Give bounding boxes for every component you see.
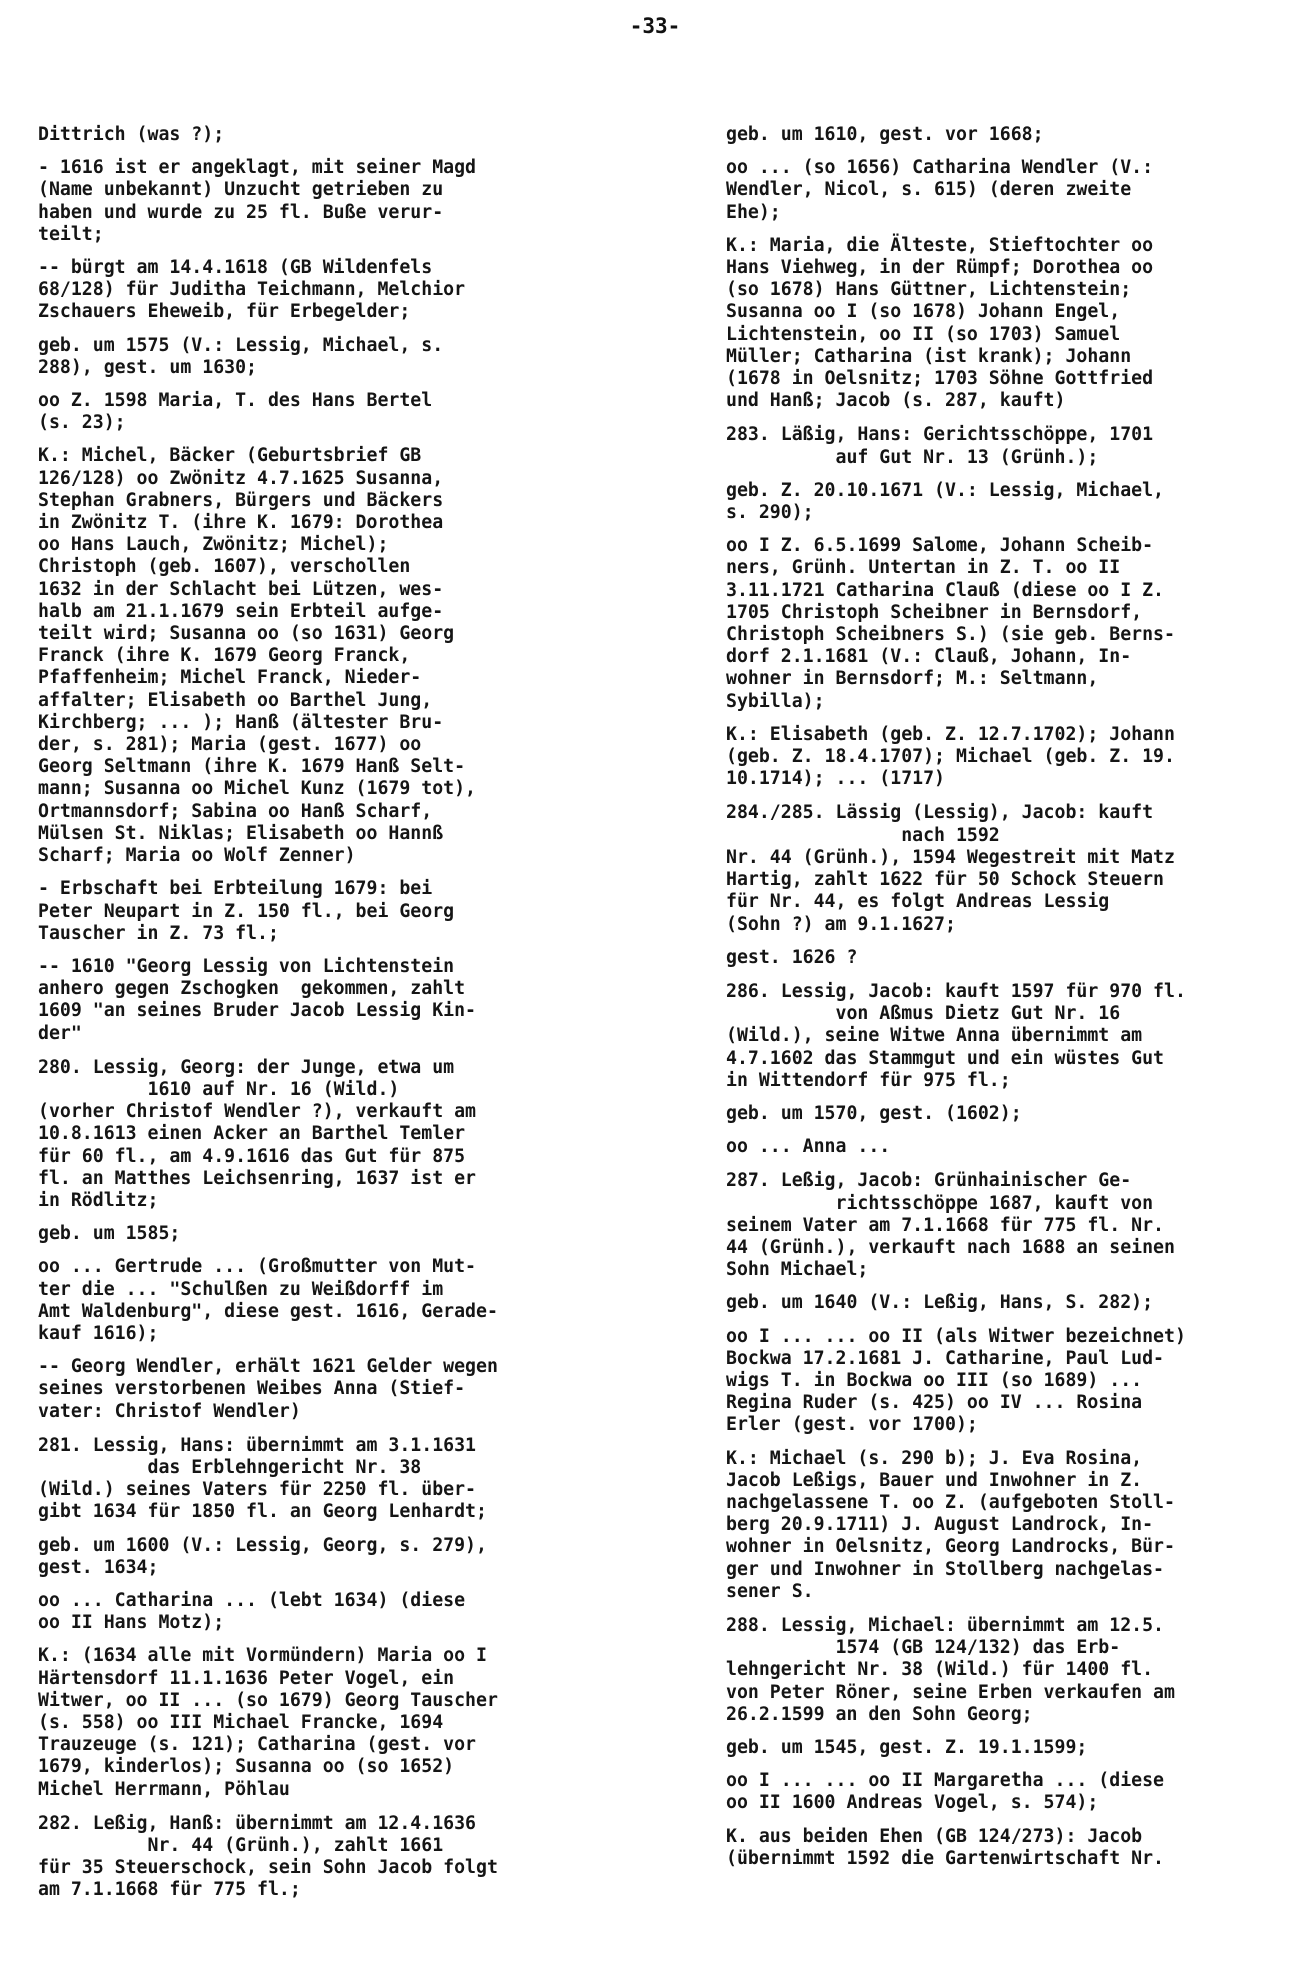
- paragraph: geb. um 1610, gest. vor 1668;: [726, 124, 1044, 145]
- paragraph: K.: Elisabeth (geb. Z. 12.7.1702); Johann (geb. Z. 18.4.1707); Michael (geb. Z. 19. 10.1714); ... (1717): [726, 723, 1175, 790]
- entry-282: 282. Leßig, Hanß: übernimmt am 12.4.1636 Nr. 44 (Grünh.), zahlt 1661 für 35 Steuerschock, sein Sohn Jacob folgt am 7.1.1668 für 775 fl.;: [38, 1812, 498, 1901]
- paragraph: geb. um 1570, gest. (1602);: [726, 1102, 1022, 1124]
- paragraph: oo ... Gertrude ... (Großmutter von Mut- ter die ... "Schulßen zu Weißdorff im Amt Waldenburg", diese gest. 1616, Gerade- kauf 1616);: [38, 1256, 498, 1344]
- paragraph: oo ... (so 1656) Catharina Wendler (V.: Wendler, Nicol, s. 615) (deren zweite Ehe);: [726, 157, 1154, 223]
- entry-287: 287. Leßig, Jacob: Grünhainischer Ge- richtsschöppe 1687, kauft von seinem Vater am 7.1.1668 für 775 fl. Nr. 44 (Grünh.), verkauft nach 1688 an seinen Sohn Michael;: [726, 1170, 1175, 1281]
- paragraph: oo I ... ... oo II Margaretha ... (diese oo II 1600 Andreas Vogel, s. 574);: [726, 1770, 1164, 1814]
- entry-286: 286. Lessig, Jacob: kauft 1597 für 970 fl. von Aßmus Dietz Gut Nr. 16 (Wild.), seine Witwe Anna übernimmt am 4.7.1602 das Stammgut und ein wüstes Gut in Wittendorf für 975 fl.;: [726, 980, 1186, 1091]
- paragraph: geb. um 1545, gest. Z. 19.1.1599;: [726, 1737, 1088, 1758]
- paragraph: K.: Michel, Bäcker (Geburtsbrief GB 126/128) oo Zwönitz 4.7.1625 Susanna, Stephan Grabners, Bürgers und Bäckers in Zwönitz T. (ihre K. 1679: Dorothea oo Hans Lauch, Zwönitz; Michel); Christoph (geb. 1607), verschollen 1632 in der Schlacht bei Lützen, wes- halb am 21.1.1679 sein Erbteil aufge- teilt wird; Susanna oo (so 1631) Georg Franck (ihre K. 1679 Georg Franck, Pfaffenheim; Michel Franck, Nieder- affalter; Elisabeth oo Barthel Jung, Kirchberg; ... ); Hanß (ältester Bru- der, s. 281); Maria (gest. 1677) oo Georg Seltmann (ihre K. 1679 Hanß Selt- mann; Susanna oo Michel Kunz (1679 tot), Ortmannsdorf; Sabina oo Hanß Scharf, Mülsen St. Niklas; Elisabeth oo Hannß Scharf; Maria oo Wolf Zenner): [38, 445, 476, 867]
- paragraph: geb. um 1600 (V.: Lessig, Georg, s. 279), gest. 1634;: [38, 1534, 487, 1578]
- paragraph: gest. 1626 ?: [726, 946, 858, 968]
- paragraph: - 1616 ist er angeklagt, mit seiner Magd (Name unbekannt) Unzucht getrieben zu haben und wurde zu 25 fl. Buße verur- teilt;: [38, 157, 476, 245]
- entry-284-285: 284./285. Lässig (Lessig), Jacob: kauft nach 1592 Nr. 44 (Grünh.), 1594 Wegestreit mit Matz Hartig, zahlt 1622 für 50 Schock Steuern für Nr. 44, es folgt Andreas Lessig (Sohn ?) am 9.1.1627;: [726, 802, 1175, 935]
- paragraph: geb. Z. 20.10.1671 (V.: Lessig, Michael, s. 290);: [726, 479, 1164, 524]
- entry-280: 280. Lessig, Georg: der Junge, etwa um 1610 auf Nr. 16 (Wild.) (vorher Christof Wendler ?), verkauft am 10.8.1613 einen Acker an Barthel Temler für 60 fl., am 4.9.1616 das Gut für 875 fl. an Matthes Leichsenring, 1637 ist er in Rödlitz;: [38, 1056, 476, 1211]
- paragraph: Dittrich (was ?);: [38, 124, 225, 145]
- left-column: [38, 124, 638, 1913]
- paragraph: K.: Michael (s. 290 b); J. Eva Rosina, Jacob Leßigs, Bauer und Inwohner in Z. nachgelassene T. oo Z. (aufgeboten Stoll- berg 20.9.1711) J. August Landrock, In- wohner in Oelsnitz, Georg Landrocks, Bür- ger und Inwohner in Stollberg nachgelas- sener S.: [726, 1447, 1175, 1602]
- paragraph: oo I Z. 6.5.1699 Salome, Johann Scheib- ners, Grünh. Untertan in Z. T. oo II 3.11.1721 Catharina Clauß (diese oo I Z. 1705 Christoph Scheibner in Bernsdorf, Christoph Scheibners S.) (sie geb. Berns- dorf 2.1.1681 (V.: Clauß, Johann, In- wohner in Bernsdorf; M.: Seltmann, Sybilla);: [726, 535, 1175, 712]
- entry-283: 283. Läßig, Hans: Gerichtsschöppe, 1701 auf Gut Nr. 13 (Grünh.);: [726, 424, 1154, 468]
- paragraph: K.: Maria, die Älteste, Stieftochter oo Hans Viehweg, in der Rümpf; Dorothea oo (so 1678) Hans Güttner, Lichtenstein; Susanna oo I (so 1678) Johann Engel, Lichtenstein, oo II (so 1703) Samuel Müller; Catharina (ist krank); Johann (1678 in Oelsnitz; 1703 Söhne Gottfried und Hanß; Jacob (s. 287, kauft): [726, 234, 1154, 412]
- paragraph: geb. um 1585;: [38, 1223, 181, 1245]
- paragraph: geb. um 1575 (V.: Lessig, Michael, s. 288), gest. um 1630;: [38, 334, 444, 378]
- paragraph: oo I ... ... oo II (als Witwer bezeichnet) Bockwa 17.2.1681 J. Catharine, Paul Lud- wigs T. in Bockwa oo III (so 1689) ... Regina Ruder (s. 425) oo IV ... Rosina Erler (gest. vor 1700);: [726, 1325, 1186, 1436]
- paragraph: oo ... Anna ...: [726, 1136, 891, 1158]
- paragraph: geb. um 1640 (V.: Leßig, Hans, S. 282);: [726, 1292, 1154, 1314]
- paragraph: -- Georg Wendler, erhält 1621 Gelder wegen seines verstorbenen Weibes Anna (Stief- vater: Christof Wendler): [38, 1356, 498, 1422]
- paragraph: -- bürgt am 14.4.1618 (GB Wildenfels 68/128) für Juditha Teichmann, Melchior Zschauers Eheweib, für Erbegelder;: [38, 257, 466, 323]
- entry-281: 281. Lessig, Hans: übernimmt am 3.1.1631 das Erblehngericht Nr. 38 (Wild.) seines Vaters für 2250 fl. über- gibt 1634 für 1850 fl. an Georg Lenhardt;: [38, 1434, 487, 1523]
- paragraph: oo Z. 1598 Maria, T. des Hans Bertel (s. 23);: [38, 390, 433, 434]
- page-number: -33-: [629, 14, 681, 38]
- right-column: [726, 124, 1308, 1881]
- paragraph: - Erbschaft bei Erbteilung 1679: bei Peter Neupart in Z. 150 fl., bei Georg Tauscher in Z. 73 fl.;: [38, 878, 455, 944]
- paragraph: K.: (1634 alle mit Vormündern) Maria oo I Härtensdorf 11.1.1636 Peter Vogel, ein Witwer, oo II ... (so 1679) Georg Tauscher (s. 558) oo III Michael Francke, 1694 Trauzeuge (s. 121); Catharina (gest. vor 1679, kinderlos); Susanna oo (so 1652) Michel Herrmann, Pöhlau: [38, 1645, 498, 1800]
- paragraph: oo ... Catharina ... (lebt 1634) (diese oo II Hans Motz);: [38, 1589, 466, 1634]
- paragraph: -- 1610 "Georg Lessig von Lichtenstein anhero gegen Zschogken gekommen, zahlt 1609 "an seines Bruder Jacob Lessig Kin- der": [38, 955, 476, 1044]
- paragraph: K. aus beiden Ehen (GB 124/273): Jacob (übernimmt 1592 die Gartenwirtschaft Nr.: [726, 1825, 1164, 1869]
- entry-288: 288. Lessig, Michael: übernimmt am 12.5. 1574 (GB 124/132) das Erb- lehngericht Nr. 38 (Wild.) für 1400 fl. von Peter Röner, seine Erben verkaufen am 26.2.1599 an den Sohn Georg;: [726, 1614, 1175, 1725]
